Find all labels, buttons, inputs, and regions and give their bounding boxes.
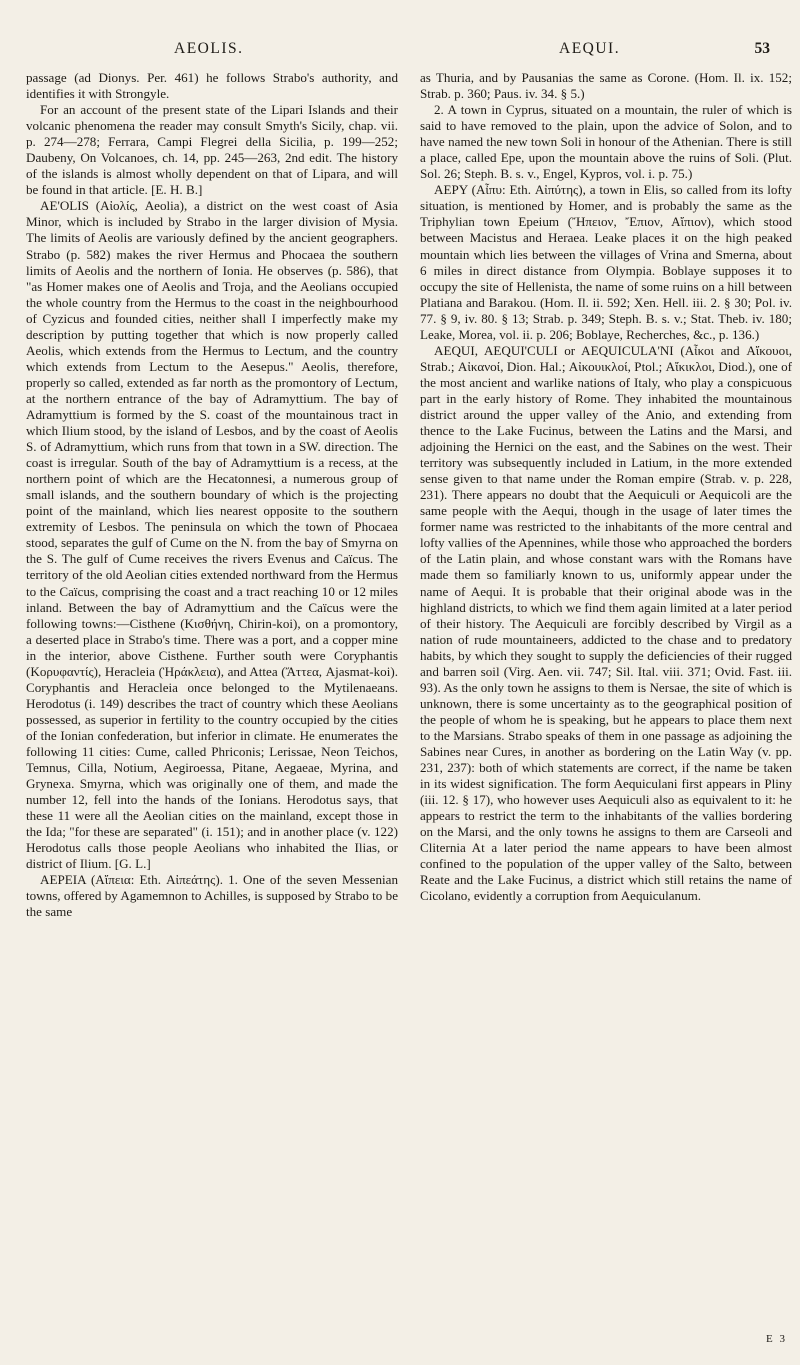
running-header — [24, 40, 780, 64]
right-paragraph-1: as Thuria, and by Pausanias the same as Corone. (Hom. Il. ix. 152; Strab. p. 360; Paus. iv. 34. § 5.) — [420, 70, 792, 102]
right-paragraph-aepy: AEPY (Αἶπυ: Eth. Αἰπύτης), a town in Elis, so called from its lofty situation, is mentioned by Homer, and is probably the same as the Triphylian town Epeium (Ἤπειον, Ἔπιον, Αἴπιον), which stood between Macistus and Heraea. Leake places it on the high peaked mountain which lies between the villages of Vrina and Smerna, about 6 miles in direct distance from Olympia. Boblaye supposes it to occupy the site of Hellenista, the name of some ruins on a hill between Platiana and Barakou. (Hom. Il. ii. 592; Xen. Hell. iii. 2. § 30; Pol. iv. 77. § 9, iv. 80. § 13; Strab. p. 349; Steph. B. s. v.; Stat. Theb. iv. 180; Leake, Morea, vol. ii. p. 206; Boblaye, Recherches, &c., p. 136.) — [420, 182, 792, 342]
signature-mark: E 3 — [766, 1333, 787, 1345]
text-columns — [24, 70, 792, 1360]
header-left-title: AEOLIS. — [174, 40, 244, 57]
left-paragraph-1: passage (ad Dionys. Per. 461) he follows Strabo's authority, and identifies it with Strongyle. — [26, 70, 398, 102]
left-paragraph-aeolis: AE'OLIS (Αἰολίς, Aeolia), a district on the west coast of Asia Minor, which is included by Strabo in the larger division of Mysia. The limits of Aeolis are variously defined by the ancient geographers. Strabo (p. 582) makes the river Hermus and Phocaea the southern limits of Aeolis and the northern of Ionia. He observes (p. 586), that "as Homer makes one of Aeolis and Troja, and the Aeolians occupied the whole country from the Hermus to the coast in the neighbourhood of Cyzicus and founded cities, neither shall I imperfectly make my description by putting together that which is now properly called Aeolis, which extends from the Hermus to Lectum, and the country which extends from Lectum to the Aesepus." Aeolis, therefore, properly so called, extended as far north as the promontory of Lectum, at the northern entrance of the bay of Adramyttium. The bay of Adramyttium is formed by the S. coast of the mountainous tract in which Ilium stood, by the island of Lesbos, and by the coast of Aeolis S. of Adramyttium, which runs from that town in a SW. direction. The coast is irregular. South of the bay of Adramyttium is a recess, at the northern point of which are the Hecatonnesi, a numerous group of small islands, and the southern boundary of which is the projecting point of the mainland, which lies nearest opposite to the southern extremity of Lesbos. The peninsula on which the town of Phocaea stood, separates the gulf of Cume on the N. from the bay of Smyrna on the S. The gulf of Cume receives the rivers Evenus and Caïcus. The territory of the old Aeolian cities extended northward from the Hermus to the Caïcus, comprising the coast and a tract reaching 10 or 12 miles inland. Between the bay of Adramyttium and the Caïcus were the following towns:—Cisthene (Κισθήνη, Chirin-koi), on a promontory, a deserted place in Strabo's time. There was a port, and a copper mine in the interior, above Cisthene. Further south were Coryphantis (Κορυφαντίς), Heracleia (Ἡράκλεια), and Attea (Ἄττεα, Ajasmat-koi). Coryphantis and Heracleia once belonged to the Mytilenaeans. Herodotus (i. 149) describes the tract of country which these Aeolians possessed, as superior in fertility to the country occupied by the cities of the Ionian confederation, but inferior in climate. He enumerates the following 11 cities: Cume, called Phriconis; Lerissae, Neon Teichos, Temnus, Cilla, Notium, Aegiroessa, Pitane, Aegaeae, Myrina, and Grynexa. Smyrna, which was originally one of them, and made the number 12, fell into the hands of the Ionians. Herodotus says, that these 11 were all the Aeolian cities on the mainland, except those in the Ida; "for these are separated" (i. 151); and in another place (v. 122) Herodotus calls those people Aeolians who inhabited the Ilias, or district of Ilium. [G. L.] — [26, 198, 398, 872]
right-paragraph-aequi: AEQUI, AEQUI'CULI or AEQUICULA'NI (Αἶκοι and Αἴκουοι, Strab.; Αἰκανοί, Dion. Hal.; Αἰκουικλοί, Ptol.; Αἴκικλοι, Diod.), one of the most ancient and warlike nations of Italy, who play a conspicuous part in the early history of Rome. They inhabited the mountainous district around the upper valley of the Anio, and extending from thence to the Lake Fucinus, between the Latins and the Marsi, and adjoining the Hernici on the east, and the Sabines on the west. Their territory was subsequently included in Latium, in the more extended sense given to that name under the Roman empire (Strab. v. p. 228, 231). There appears no doubt that the Aequiculi or Aequicoli are the same people with the Aequi, though in the usage of later times the former name was restricted to the inhabitants of the more central and lofty vallies of the Apennines, while those who approached the borders of the Latin plain, and whose constant wars with the Romans have made them so familiarly known to us, uniformly appear under the name of Aequi. It is probable that their original abode was in the highland districts, to which we find them again limited at a later period of their history. The Aequiculi are forcibly described by Virgil as a nation of rude mountaineers, addicted to the chase and to predatory habits, by which they sought to supply the deficiencies of their rugged and barren soil (Virg. Aen. vii. 747; Sil. Ital. viii. 371; Ovid. Fast. iii. 93). As the only town he assigns to them is Nersae, the site of which is unknown, there is some uncertainty as to the geographical position of the people of whom he is speaking, but he appears to place them next to the Marsians. Strabo speaks of them in one passage as adjoining the Sabines near Cures, in another as bordering on the Latin Way (v. pp. 231, 237): both of which statements are correct, if the name be taken in its widest signification. The form Aequiculani first appears in Pliny (iii. 12. § 17), who however uses Aequiculi also as equivalent to it: he appears to restrict the term to the inhabitants of the vallies bordering on the Marsi, and the only towns he assigns to them are Carseoli and Cliternia At a later period the name appears to have been almost confined to the population of the upper valley of the Salto, between Reate and the Lake Fucinus, a district which still retains the name of Cicolano, evidently a corruption from Aequiculanum. — [420, 342, 792, 904]
right-paragraph-2: 2. A town in Cyprus, situated on a mountain, the ruler of which is said to have removed to the plain, upon the advice of Solon, and to have named the new town Soli in honour of the Athenian. There is still a place, called Epe, upon the mountain above the ruins of Soli. (Plut. Sol. 26; Steph. B. s. v., Engel, Kypros, vol. i. p. 75.) — [420, 102, 792, 182]
left-column — [26, 70, 398, 1360]
page-number: 53 — [754, 40, 770, 57]
left-paragraph-2: For an account of the present state of the Lipari Islands and their volcanic phenomena the reader may consult Smyth's Sicily, chap. vii. p. 274—278; Ferrara, Campi Flegrei della Sicilia, p. 199—252; Daubeny, On Volcanoes, ch. 14, pp. 245—263, 2nd edit. The history of the islands is almost wholly dependent on that of Lipara, and will be found in that article. [E. H. B.] — [26, 102, 398, 198]
left-paragraph-aepeia: AEPEIA (Αἴπεια: Eth. Αἰπεάτης). 1. One of the seven Messenian towns, offered by Agamemnon to Achilles, is supposed by Strabo to be the same — [26, 872, 398, 920]
right-column — [420, 70, 792, 1360]
header-right-title: AEQUI. — [559, 40, 621, 57]
